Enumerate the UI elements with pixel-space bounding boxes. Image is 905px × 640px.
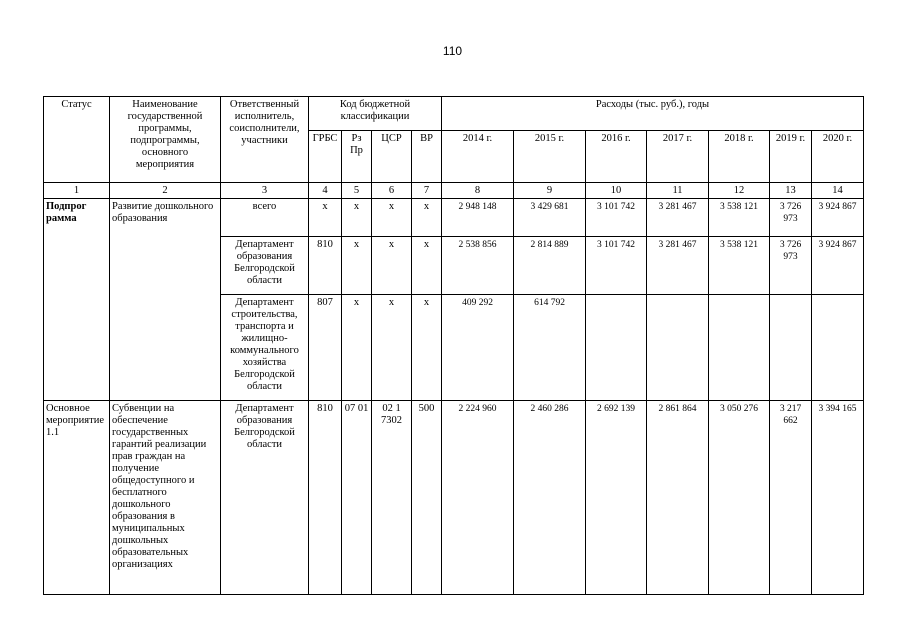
header-year: 2018 г.	[709, 131, 770, 183]
row-csr: 02 1 7302	[372, 401, 412, 595]
row-value	[586, 295, 647, 401]
header-year: 2020 г.	[812, 131, 864, 183]
row-csr: х	[372, 237, 412, 295]
row-value: 3 050 276	[709, 401, 770, 595]
row-rzpr: х	[342, 295, 372, 401]
row-rzpr: х	[342, 237, 372, 295]
header-budget-code: Код бюджетной классификации	[309, 97, 442, 131]
row-executor: Департамент образования Белгородской области	[221, 401, 309, 595]
row-value: 2 538 856	[442, 237, 514, 295]
header-year: 2015 г.	[514, 131, 586, 183]
table-row	[44, 199, 864, 237]
row-value: 3 538 121	[709, 237, 770, 295]
row-status: Подпрог рамма	[44, 199, 110, 401]
header-rzpr: Рз Пр	[342, 131, 372, 183]
row-value	[709, 295, 770, 401]
column-number: 14	[812, 183, 864, 199]
row-value	[812, 295, 864, 401]
column-number: 5	[342, 183, 372, 199]
row-value: 3 394 165	[812, 401, 864, 595]
row-value: 614 792	[514, 295, 586, 401]
row-name: Развитие дошкольного образования	[110, 199, 221, 401]
row-rzpr: 07 01	[342, 401, 372, 595]
row-value: 3 217 662	[770, 401, 812, 595]
column-number: 1	[44, 183, 110, 199]
column-number: 2	[110, 183, 221, 199]
header-status: Статус	[44, 97, 110, 183]
row-value: 2 224 960	[442, 401, 514, 595]
row-value: 2 692 139	[586, 401, 647, 595]
row-value: 2 861 864	[647, 401, 709, 595]
row-vr: 500	[412, 401, 442, 595]
column-number: 4	[309, 183, 342, 199]
row-value: 2 814 889	[514, 237, 586, 295]
row-executor: Департамент образования Белгородской области	[221, 237, 309, 295]
row-vr: х	[412, 237, 442, 295]
row-value: 2 460 286	[514, 401, 586, 595]
header-expenses: Расходы (тыс. руб.), годы	[442, 97, 864, 131]
column-number: 10	[586, 183, 647, 199]
row-executor: всего	[221, 199, 309, 237]
header-executor: Ответственный исполнитель, соисполнители, участники	[221, 97, 309, 183]
row-grbs: 810	[309, 237, 342, 295]
column-number: 6	[372, 183, 412, 199]
budget-table	[43, 96, 864, 595]
column-number: 3	[221, 183, 309, 199]
row-value: 3 924 867	[812, 199, 864, 237]
row-vr: х	[412, 199, 442, 237]
row-value: 3 924 867	[812, 237, 864, 295]
column-number: 8	[442, 183, 514, 199]
header-year: 2017 г.	[647, 131, 709, 183]
row-value	[770, 295, 812, 401]
column-number: 7	[412, 183, 442, 199]
row-value: 3 726 973	[770, 199, 812, 237]
row-grbs: 810	[309, 401, 342, 595]
row-value: 2 948 148	[442, 199, 514, 237]
header-name: Наименование государственной программы, подпрограммы, основного мероприятия	[110, 97, 221, 183]
row-vr: х	[412, 295, 442, 401]
row-value	[647, 295, 709, 401]
column-number: 13	[770, 183, 812, 199]
row-executor: Департамент строительства, транспорта и жилищно-коммунального хозяйства Белгородской области	[221, 295, 309, 401]
header-vr: ВР	[412, 131, 442, 183]
page-number: 110	[442, 44, 463, 58]
row-value: 409 292	[442, 295, 514, 401]
column-number: 11	[647, 183, 709, 199]
row-rzpr: х	[342, 199, 372, 237]
row-value: 3 538 121	[709, 199, 770, 237]
row-grbs: 807	[309, 295, 342, 401]
row-status: Основное мероприятие 1.1	[44, 401, 110, 595]
table-row	[44, 401, 864, 595]
row-value: 3 281 467	[647, 237, 709, 295]
header-grbs: ГРБС	[309, 131, 342, 183]
row-csr: х	[372, 295, 412, 401]
row-value: 3 101 742	[586, 237, 647, 295]
row-csr: х	[372, 199, 412, 237]
column-number: 9	[514, 183, 586, 199]
row-value: 3 726 973	[770, 237, 812, 295]
row-value: 3 429 681	[514, 199, 586, 237]
row-grbs: х	[309, 199, 342, 237]
header-year: 2014 г.	[442, 131, 514, 183]
header-csr: ЦСР	[372, 131, 412, 183]
header-year: 2019 г.	[770, 131, 812, 183]
header-year: 2016 г.	[586, 131, 647, 183]
row-name: Субвенции на обеспечение государственных гарантий реализации прав граждан на получение общедоступного и бесплатного дошкольного образования в муниципальных дошкольных образовательных организациях	[110, 401, 221, 595]
column-number: 12	[709, 183, 770, 199]
row-value: 3 101 742	[586, 199, 647, 237]
row-value: 3 281 467	[647, 199, 709, 237]
